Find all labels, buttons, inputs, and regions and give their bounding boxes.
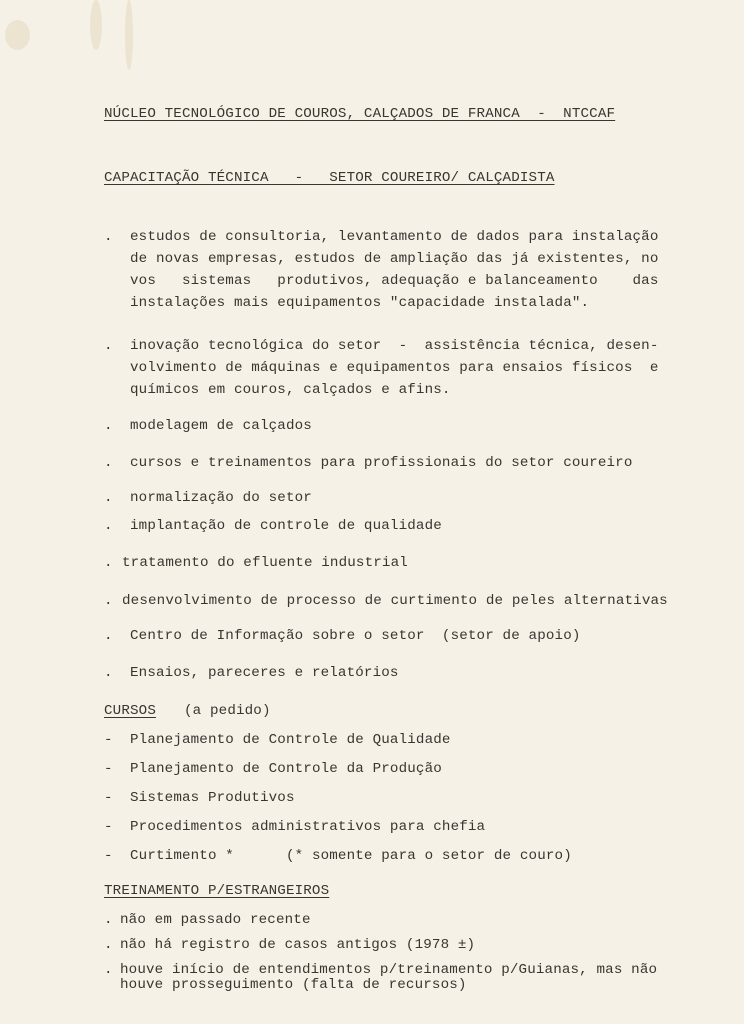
item-text: desenvolvimento de processo de curtimento de peles alternativas (122, 593, 668, 609)
dash-bullet: - (104, 790, 113, 806)
bullet-dot: . (104, 455, 113, 471)
item-text: modelagem de calçados (130, 418, 312, 434)
paper-stain (125, 0, 133, 70)
item-text: Planejamento de Controle da Produção (130, 761, 442, 777)
item-text: Curtimento * (* somente para o setor de couro) (130, 848, 572, 864)
paper-stain (5, 20, 30, 50)
dash-bullet: - (104, 848, 113, 864)
item-text: Ensaios, pareceres e relatórios (130, 665, 399, 681)
item-text: houve início de entendimentos p/treinamento p/Guianas, mas não (120, 962, 658, 978)
item-text: Planejamento de Controle de Qualidade (130, 732, 451, 748)
section-title: CAPACITAÇÃO TÉCNICA - SETOR COUREIRO/ CALÇADISTA (104, 170, 555, 186)
bullet-dot: . (104, 338, 113, 354)
item-text: tratamento do efluente industrial (122, 555, 408, 571)
item-text: de novas empresas, estudos de ampliação das já existentes, no (130, 251, 659, 267)
bullet-dot: . (104, 628, 113, 644)
document-title: NÚCLEO TECNOLÓGICO DE COUROS, CALÇADOS DE FRANCA - NTCCAF (104, 106, 616, 122)
item-text: implantação de controle de qualidade (130, 518, 442, 534)
bullet-dot: . (104, 912, 113, 928)
cursos-note: (a pedido) (184, 703, 271, 719)
item-text: volvimento de máquinas e equipamentos para ensaios físicos e (130, 360, 659, 376)
item-text: instalações mais equipamentos "capacidade instalada". (130, 295, 590, 311)
item-text: vos sistemas produtivos, adequação e balanceamento das (130, 273, 659, 289)
bullet-dot: . (104, 418, 113, 434)
item-text: normalização do setor (130, 490, 312, 506)
item-text: não há registro de casos antigos (1978 ±) (120, 937, 476, 953)
item-text: Sistemas Produtivos (130, 790, 295, 806)
treinamento-heading: TREINAMENTO P/ESTRANGEIROS (104, 883, 330, 899)
item-text: houve prosseguimento (falta de recursos) (120, 977, 467, 993)
item-text: Centro de Informação sobre o setor (setor de apoio) (130, 628, 581, 644)
bullet-dot: . (104, 962, 113, 978)
dash-bullet: - (104, 732, 113, 748)
item-text: químicos em couros, calçados e afins. (130, 382, 451, 398)
item-text: estudos de consultoria, levantamento de dados para instalação (130, 229, 659, 245)
item-text: não em passado recente (120, 912, 311, 928)
bullet-dot: . (104, 229, 113, 245)
bullet-dot: . (104, 665, 113, 681)
paper-stain (90, 0, 102, 50)
item-text: cursos e treinamentos para profissionais do setor coureiro (130, 455, 633, 471)
dash-bullet: - (104, 761, 113, 777)
bullet-dot: . (104, 490, 113, 506)
bullet-dot: . (104, 593, 113, 609)
dash-bullet: - (104, 819, 113, 835)
bullet-dot: . (104, 937, 113, 953)
bullet-dot: . (104, 555, 113, 571)
cursos-heading: CURSOS (104, 703, 156, 719)
item-text: inovação tecnológica do setor - assistência técnica, desen- (130, 338, 659, 354)
bullet-dot: . (104, 518, 113, 534)
item-text: Procedimentos administrativos para chefia (130, 819, 486, 835)
